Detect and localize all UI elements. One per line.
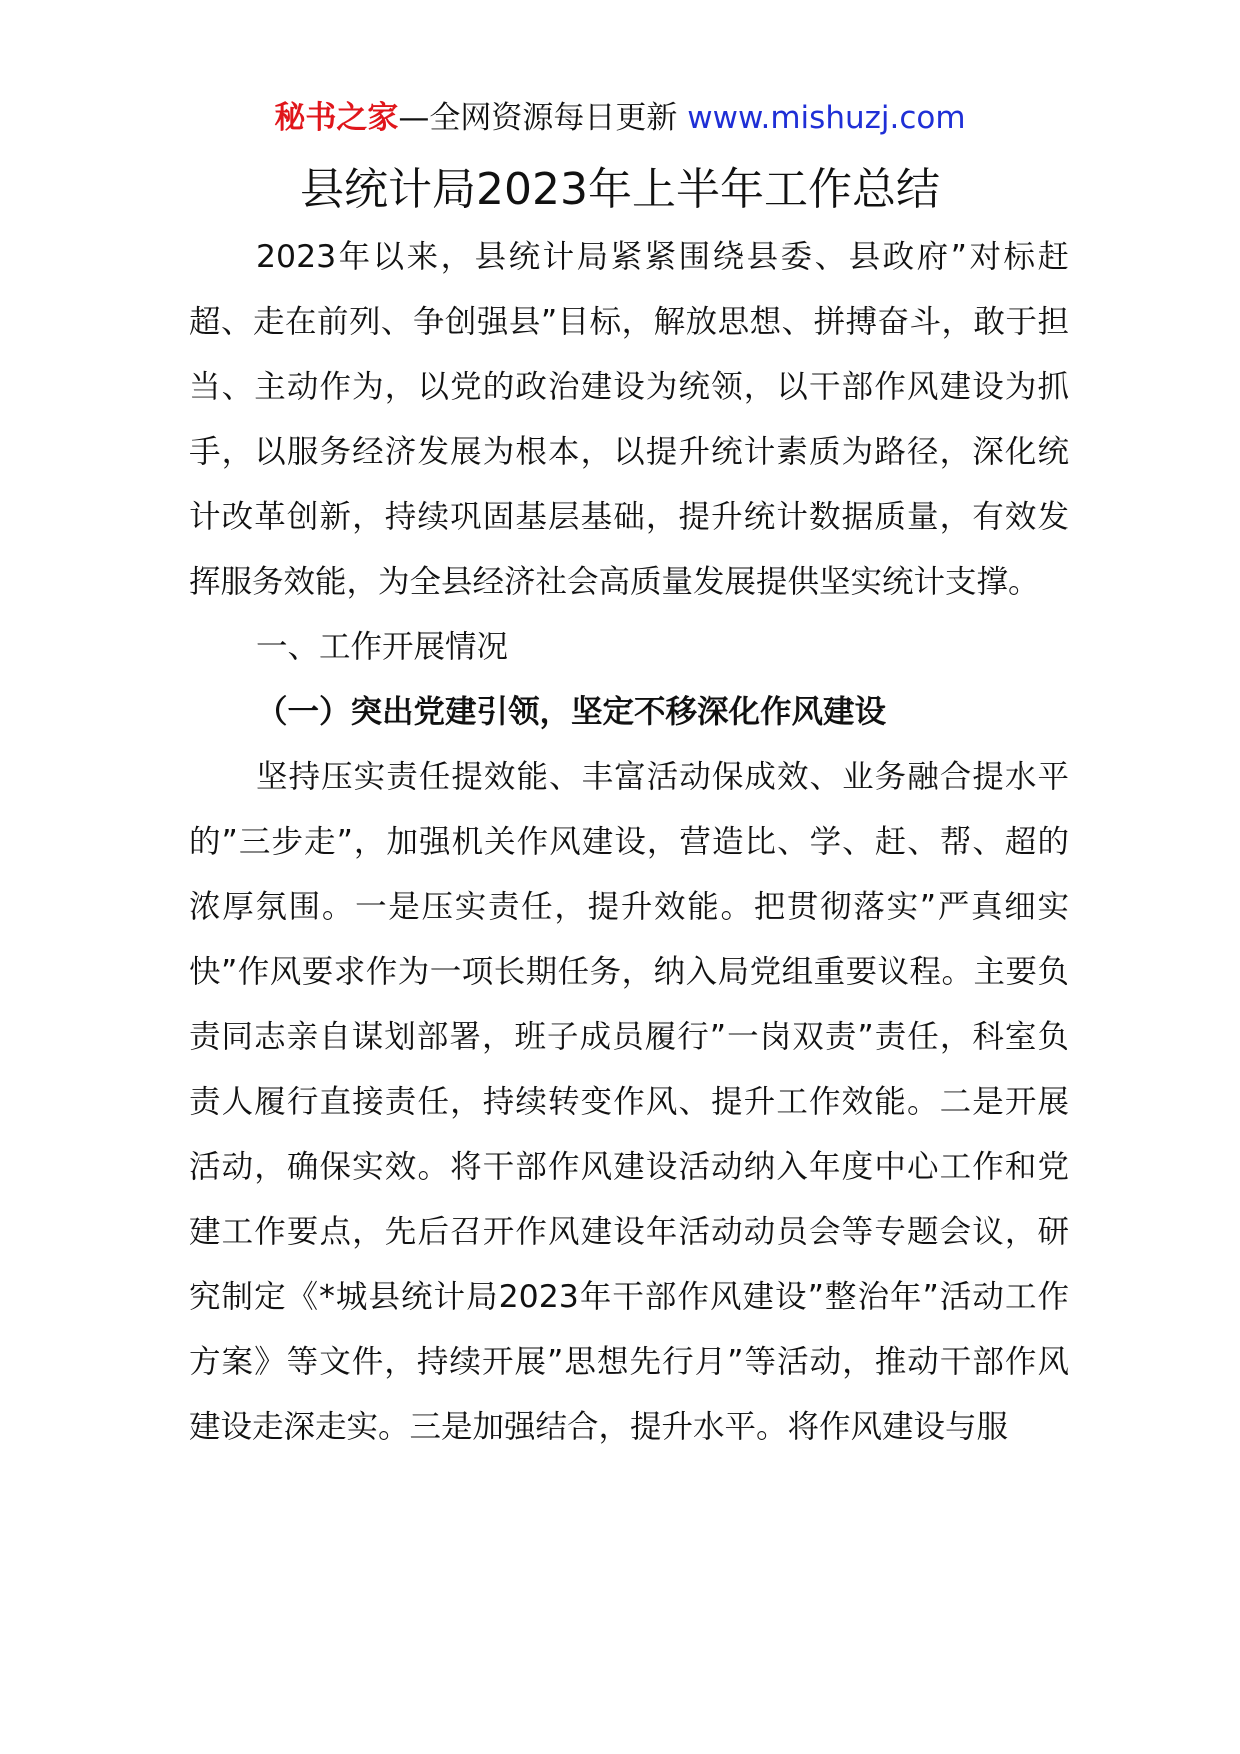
banner-tagline: —全网资源每日更新 [398,100,678,136]
intro-paragraph: 2023年以来，县统计局紧紧围绕县委、县政府”对标赶超、走在前列、争创强县”目标，解放思想、拼搏奋斗，敢于担当、主动作为，以党的政治建设为统领，以干部作风建设为抓手，以服务经济发展为根本，以提升统计素质为路径，深化统计改革创新，持续巩固基层基础，提升统计数据质量，有效发挥服务效能，为全县经济社会高质量发展提供坚实统计支撑。 [189,239,1069,600]
subsection-heading: （一）突出党建引领，坚定不移深化作风建设 [256,694,887,730]
document-title: 县统计局2023年上半年工作总结 [300,164,940,215]
section-heading: 一、工作开展情况 [256,629,509,665]
banner-url-link[interactable]: www.mishuzj.com [687,100,966,136]
document-body [189,225,1069,1460]
body-paragraph: 坚持压实责任提效能、丰富活动保成效、业务融合提水平的”三步走”，加强机关作风建设，营造比、学、赶、帮、超的浓厚氛围。一是压实责任，提升效能。把贯彻落实”严真细实快”作风要求作为一项长期任务，纳入局党组重要议程。主要负责同志亲自谋划部署，班子成员履行”一岗双责”责任，科室负责人履行直接责任，持续转变作风、提升工作效能。二是开展活动，确保实效。将干部作风建设活动纳入年度中心工作和党建工作要点，先后召开作风建设年活动动员会等专题会议，研究制定《*城县统计局2023年干部作风建设”整治年”活动工作方案》等文件，持续开展”思想先行月”等活动，推动干部作风建设走深走实。三是加强结合，提升水平。将作风建设与服 [189,759,1069,1445]
banner-brand: 秘书之家 [274,100,399,136]
site-banner [0,98,1240,138]
